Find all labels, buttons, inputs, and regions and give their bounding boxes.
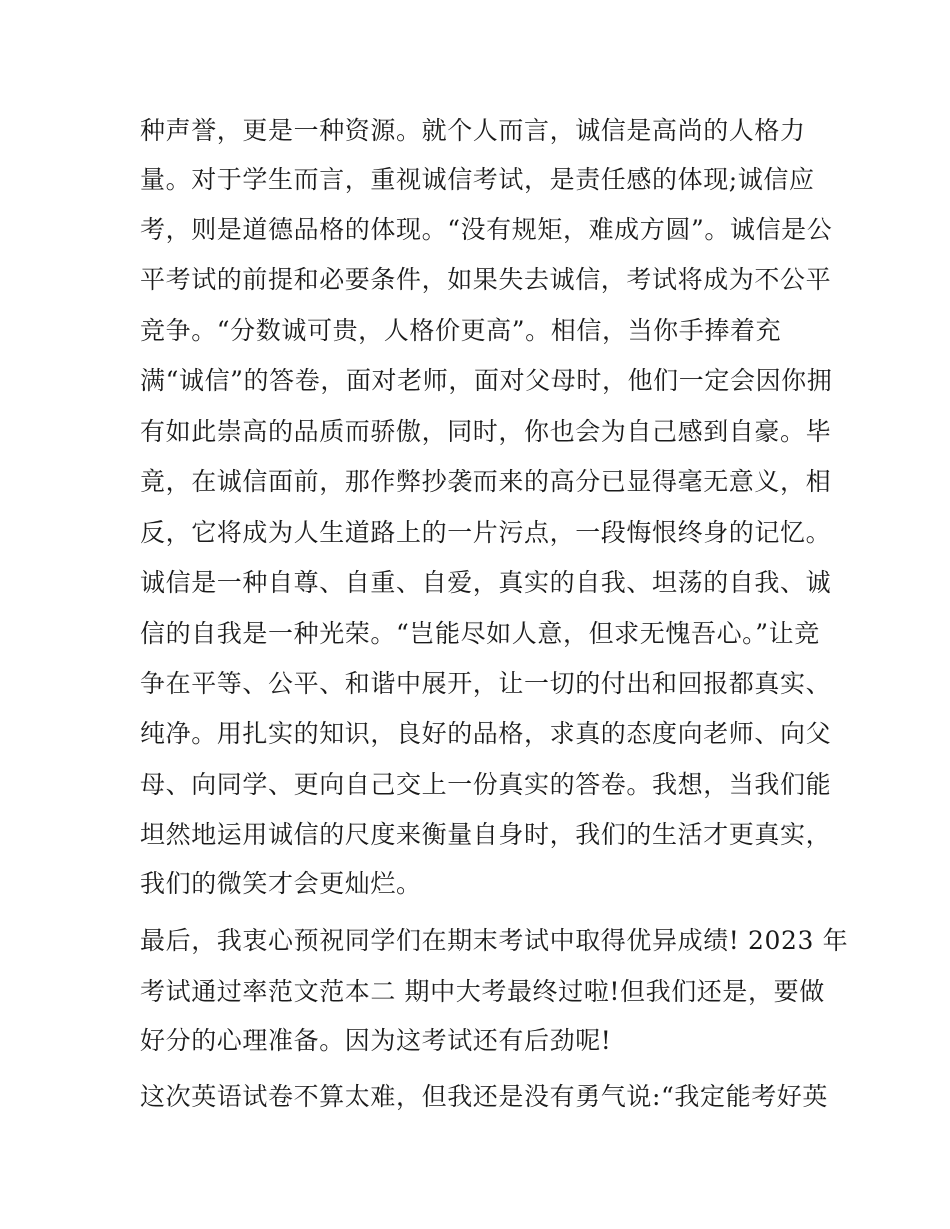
text-line: 平考试的前提和必要条件，如果失去诚信，考试将成为不公平	[140, 265, 832, 294]
text-line: 争在平等、公平、和谐中展开，让一切的付出和回报都真实、	[140, 669, 832, 698]
text-line: 竟，在诚信面前，那作弊抄袭而来的高分已显得毫无意义，相	[140, 467, 832, 496]
text-line: 我们的微笑才会更灿烂。	[140, 869, 422, 898]
text-line: 好分的心理准备。因为这考试还有后劲呢!	[140, 1026, 612, 1055]
text-line: 考，则是道德品格的体现。“没有规矩，难成方圆”。诚信是公	[140, 215, 833, 244]
text-line: 诚信是一种自尊、自重、自爱，真实的自我、坦荡的自我、诚	[140, 568, 832, 597]
text-line: 最后，我衷心预祝同学们在期末考试中取得优异成绩! 2023 年	[140, 926, 849, 955]
text-line: 母、向同学、更向自己交上一份真实的答卷。我想，当我们能	[140, 770, 832, 799]
text-line: 反，它将成为人生道路上的一片污点，一段悔恨终身的记忆。	[140, 518, 832, 547]
text-line: 信的自我是一种光荣。“岂能尽如人意，但求无愧吾心。”让竞	[140, 619, 820, 648]
text-line: 满“诚信”的答卷，面对老师，面对父母时，他们一定会因你拥	[140, 366, 833, 395]
text-line: 纯净。用扎实的知识，良好的品格，求真的态度向老师、向父	[140, 719, 832, 748]
text-line: 这次英语试卷不算太难，但我还是没有勇气说:“我定能考好英	[140, 1082, 829, 1111]
text-line: 种声誉，更是一种资源。就个人而言，诚信是高尚的人格力	[140, 116, 806, 145]
text-line: 有如此崇高的品质而骄傲，同时，你也会为自己感到自豪。毕	[140, 417, 832, 446]
text-line: 量。对于学生而言，重视诚信考试，是责任感的体现;诚信应	[140, 165, 815, 194]
text-line: 竞争。“分数诚可贵，人格价更高”。相信，当你手捧着充	[140, 316, 782, 345]
text-line: 坦然地运用诚信的尺度来衡量自身时，我们的生活才更真实，	[140, 820, 832, 849]
text-line: 考试通过率范文范本二 期中大考最终过啦!但我们还是，要做	[140, 977, 825, 1006]
